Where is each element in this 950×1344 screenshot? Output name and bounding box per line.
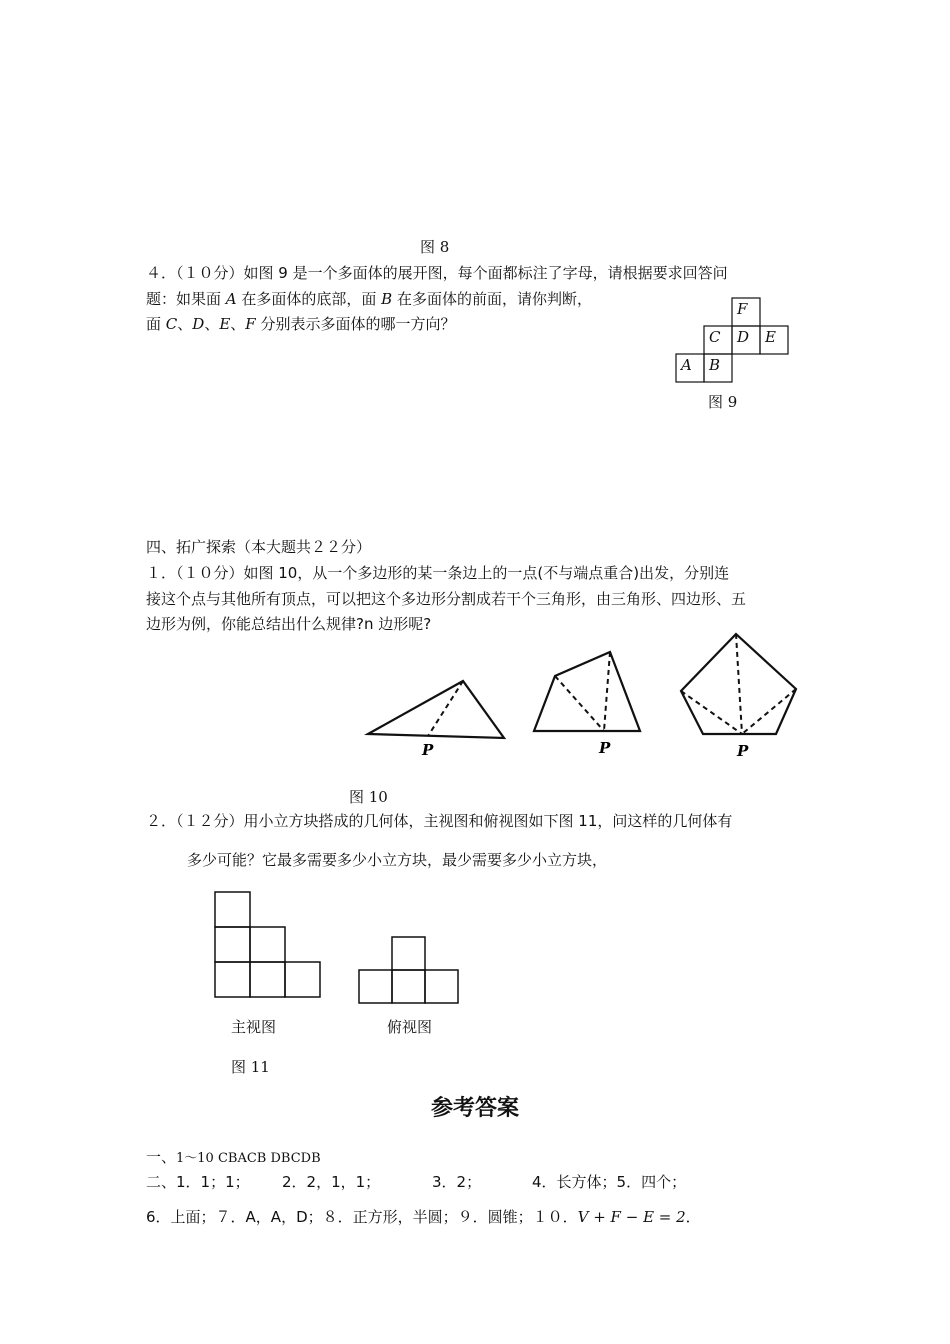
fig10-quadrilateral	[534, 652, 640, 731]
fig10-pent-p: P	[737, 742, 749, 760]
answers-title: 参考答案	[430, 1096, 519, 1121]
section4-title: 四、拓广探索（本大题共２２分）	[146, 538, 372, 556]
q1-line1: １．（１０分）如图 10，从一个多边形的某一条边上的一点(不与端点重合)出发，分别连	[146, 564, 730, 582]
q4-line1: ４．（１０分）如图 9 是一个多面体的展开图，每个面都标注了字母，请根据要求回答问	[146, 264, 728, 282]
q4-line2: 题：如果面 A 在多面体的底部，面 B 在多面体的前面，请你判断，	[146, 290, 592, 308]
q1-line2: 接这个点与其他所有顶点，可以把这个多边形分割成若干个三角形，由三角形、四边形、五	[146, 590, 747, 608]
fig11-caption: 图 11	[231, 1058, 270, 1076]
answers-row2-item3: 3．2；	[432, 1173, 482, 1191]
fig10-triangle	[368, 681, 504, 738]
face-C-label: C	[709, 328, 721, 346]
fig11-top-view	[358, 936, 462, 1006]
fig10-pent-split-2	[736, 634, 742, 734]
fig10-quad-split-2	[604, 652, 610, 731]
answers-row3: 6．上面；７．A，A，D；８．正方形，半圆；９．圆锥；１０．V + F − E = 2．	[146, 1208, 701, 1226]
q2-line1: ２．（１２分）用小立方块搭成的几何体，主视图和俯视图如下图 11，问这样的几何体有	[146, 812, 733, 830]
answers-row2-label: 二、	[146, 1173, 177, 1191]
fig10-quad-p: P	[599, 739, 611, 757]
face-E-label: E	[765, 328, 776, 346]
q1-line3: 边形为例，你能总结出什么规律?n 边形呢?	[146, 615, 432, 633]
fig9-caption: 图 9	[708, 393, 738, 411]
fig10-polygons	[360, 625, 810, 765]
answers-row1: 一、1～10 CBACB DBCDB	[146, 1148, 321, 1166]
answers-row2-item4: 4．长方体；5．四个；	[532, 1173, 687, 1191]
fig8-caption: 图 8	[420, 238, 450, 256]
fig10-caption: 图 10	[349, 788, 388, 806]
fig9-net	[674, 297, 792, 385]
face-B-label: B	[709, 356, 721, 374]
answers-row2-item1: 1．1；1；	[176, 1173, 250, 1191]
face-F-label: F	[737, 300, 748, 318]
fig10-triangle-split	[428, 681, 463, 736]
fig10-pentagon	[681, 634, 796, 734]
face-A-label: A	[681, 356, 692, 374]
q4-line3: 面 C、D、E、F 分别表示多面体的哪一方向？	[146, 315, 456, 333]
fig10-quad-split-1	[555, 676, 604, 731]
answers-row2-item2: 2．2，1，1；	[282, 1173, 381, 1191]
fig11-front-label: 主视图	[231, 1018, 277, 1036]
fig11-front-view	[214, 891, 322, 999]
q2-line2: 多少可能？它最多需要多少小立方块，最少需要多少小立方块，	[187, 851, 608, 869]
fig11-top-label: 俯视图	[387, 1018, 433, 1036]
fig10-pent-split-3	[742, 689, 796, 734]
fig10-pent-split-1	[681, 691, 742, 734]
fig10-triangle-p: P	[422, 741, 434, 759]
face-D-label: D	[737, 328, 750, 346]
